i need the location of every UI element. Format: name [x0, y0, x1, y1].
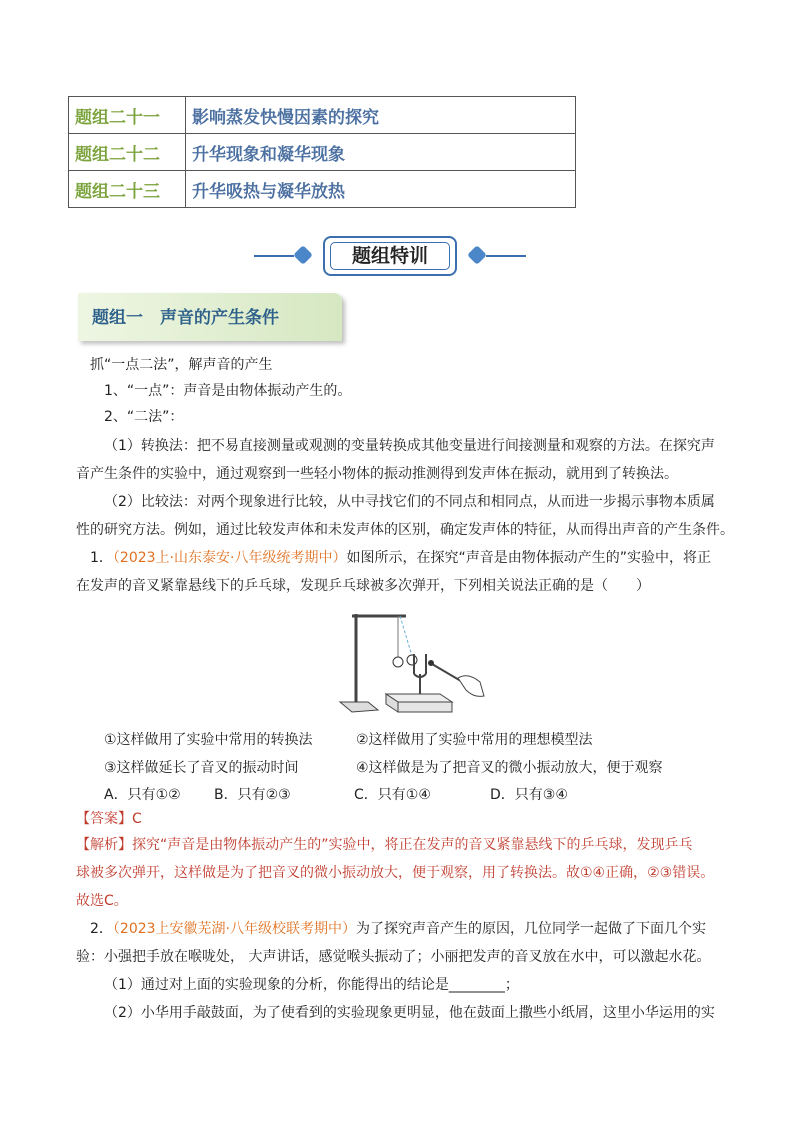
table-row	[69, 171, 576, 208]
hexagon-icon	[467, 245, 487, 265]
choice-a: A．只有①②	[104, 787, 181, 803]
question-number: 1．	[90, 550, 113, 566]
statement-1: ①这样做用了实验中常用的转换法	[104, 732, 313, 748]
table-row	[69, 134, 576, 171]
banner-title: 题组特训	[330, 242, 450, 270]
intro-line: 音产生条件的实验中，通过观察到一些轻小物体的振动推测得到发声体在振动，就用到了转换法。	[76, 466, 678, 482]
intro-line: 抓“一点二法”，解声音的产生	[90, 357, 273, 373]
question-source: （2023上·山东泰安·八年级统考期中）	[112, 550, 347, 566]
answer-line: 【答案】C	[76, 811, 142, 827]
analysis-line: 球被多次弹开，这样做是为了把音叉的微小振动放大，便于观察，用了转换法。故①④正确，②③错误。	[76, 865, 715, 881]
group-heading	[78, 293, 342, 341]
table-row	[69, 97, 576, 134]
hexagon-icon	[293, 245, 313, 265]
choice-c: C．只有①④	[354, 787, 431, 803]
question-1-stem-cont: 在发声的音叉紧靠悬线下的乒乓球，发现乒乓球被多次弹开，下列相关说法正确的是（ ）	[76, 578, 650, 594]
group-topic: 升华现象和凝华现象	[186, 134, 576, 171]
question-number: 2．	[90, 921, 113, 937]
group-topic: 影响蒸发快慢因素的探究	[186, 97, 576, 134]
question-text: 为了探究声音产生的原因，几位同学一起做了下面几个实	[356, 921, 707, 937]
question-2-stem	[90, 920, 740, 938]
intro-line: 性的研究方法。例如，通过比较发声体和未发声体的区别，确定发声体的特征，从而得出声音的产生条件。	[76, 522, 734, 538]
choice-d: D．只有③④	[490, 787, 568, 803]
question-1-stem	[90, 549, 740, 567]
question-2-part-1: （1）通过对上面的实验现象的分析，你能得出的结论是________；	[104, 977, 519, 993]
banner-frame	[323, 236, 457, 276]
choice-b: B．只有②③	[214, 787, 291, 803]
analysis-line: 故选C。	[76, 893, 128, 909]
section-banner	[0, 236, 794, 276]
question-text: 如图所示，在探究“声音是由物体振动产生的”实验中，将正	[346, 550, 711, 566]
tuning-fork-figure	[328, 602, 488, 720]
question-source: （2023上安徽芜湖·八年级校联考期中）	[112, 921, 357, 937]
group-number: 题组二十二	[69, 134, 186, 171]
question-2-part-2: （2）小华用手敲鼓面，为了使看到的实验现象更明显，他在鼓面上撒些小纸屑，这里小华运用的实	[104, 1005, 715, 1021]
statement-3: ③这样做延长了音叉的振动时间	[104, 760, 299, 776]
group-topic: 升华吸热与凝华放热	[186, 171, 576, 208]
intro-line: 2、“二法”：	[104, 409, 184, 425]
intro-line: （2）比较法：对两个现象进行比较，从中寻找它们的不同点和相同点，从而进一步揭示事物本质属	[104, 494, 715, 510]
topic-index-table	[68, 96, 576, 208]
intro-line: （1）转换法：把不易直接测量或观测的变量转换成其他变量进行间接测量和观察的方法。在探究声	[104, 438, 715, 454]
group-number: 题组二十一	[69, 97, 186, 134]
group-heading-title: 题组一 声音的产生条件	[92, 308, 279, 328]
statement-4: ④这样做是为了把音叉的微小振动放大，便于观察	[356, 760, 663, 776]
question-2-stem-cont: 验：小强把手放在喉咙处， 大声讲话，感觉喉头振动了；小丽把发声的音叉放在水中，可以激起水花。	[76, 949, 711, 965]
statement-2: ②这样做用了实验中常用的理想模型法	[356, 732, 593, 748]
intro-line: 1、“一点”：声音是由物体振动产生的。	[104, 383, 352, 399]
group-number: 题组二十三	[69, 171, 186, 208]
banner-line-left	[254, 255, 294, 257]
banner-line-right	[486, 255, 526, 257]
analysis-line: 【解析】探究“声音是由物体振动产生的”实验中，将正在发声的音叉紧靠悬线下的乒乓球，发现乒乓	[76, 837, 693, 853]
